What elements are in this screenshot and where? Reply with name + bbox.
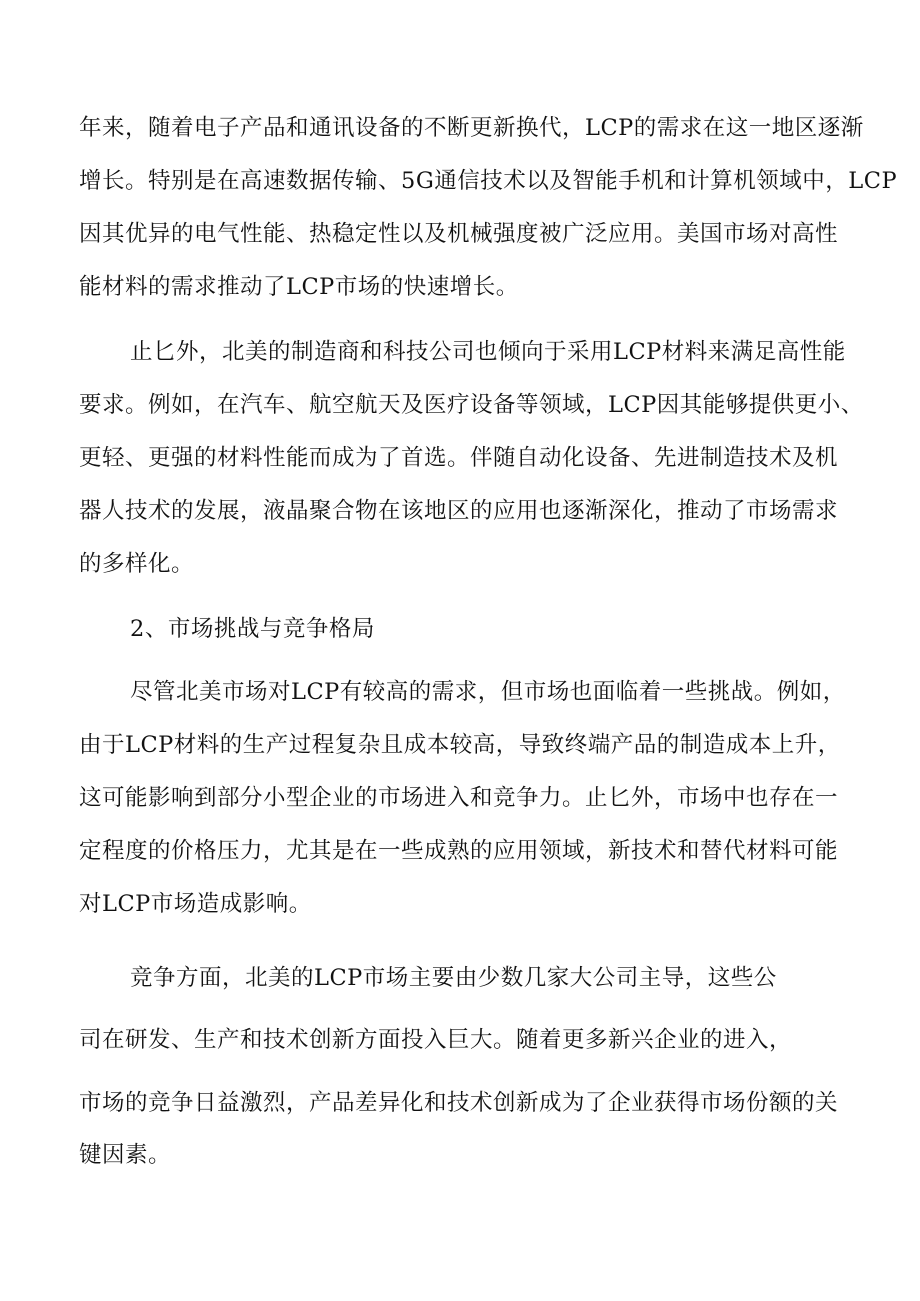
paragraph-1-line-4: 能材料的需求推动了LCP市场的快速增长。 bbox=[79, 274, 519, 300]
paragraph-4-line-3: 市场的竞争日益激烈，产品差异化和技术创新成为了企业获得市场份额的关 bbox=[79, 1090, 839, 1116]
paragraph-2-line-3: 更轻、更强的材料性能而成为了首选。伴随自动化设备、先进制造技术及机 bbox=[79, 445, 839, 471]
paragraph-2-line-2: 要求。例如，在汽车、航空航天及医疗设备等领域，LCP因其能够提供更小、 bbox=[79, 392, 864, 418]
paragraph-4-line-2: 司在研发、生产和技术创新方面投入巨大。随着更多新兴企业的进入， bbox=[79, 1027, 793, 1053]
paragraph-3-line-3: 这可能影响到部分小型企业的市场进入和竞争力。止匕外，市场中也存在一 bbox=[79, 785, 839, 811]
section-heading: 2、市场挑战与竞争格局 bbox=[130, 616, 375, 642]
paragraph-2-line-1: 止匕外，北美的制造商和科技公司也倾向于采用LCP材料来满足高性能 bbox=[130, 339, 846, 365]
paragraph-2-line-5: 的多样化。 bbox=[79, 551, 195, 577]
paragraph-4-line-1: 竞争方面，北美的LCP市场主要由少数几家大公司主导，这些公 bbox=[130, 965, 777, 991]
paragraph-2-line-4: 器人技术的发展，液晶聚合物在该地区的应用也逐渐深化，推动了市场需求 bbox=[79, 498, 839, 524]
paragraph-3-line-4: 定程度的价格压力，尤其是在一些成熟的应用领域，新技术和替代材料可能 bbox=[79, 838, 839, 864]
paragraph-4-line-4: 键因素。 bbox=[79, 1142, 172, 1168]
paragraph-1-line-3: 因其优异的电气性能、热稳定性以及机械强度被广泛应用。美国市场对高性 bbox=[79, 221, 839, 247]
paragraph-3-line-2: 由于LCP材料的生产过程复杂且成本较高，导致终端产品的制造成本上升， bbox=[79, 732, 841, 758]
paragraph-3-line-5: 对LCP市场造成影响。 bbox=[79, 891, 312, 917]
paragraph-1-line-2: 增长。特别是在高速数据传输、5G通信技术以及智能手机和计算机领域中，LCP bbox=[79, 168, 898, 194]
paragraph-3-line-1: 尽管北美市场对LCP有较高的需求，但市场也面临着一些挑战。例如， bbox=[130, 679, 846, 705]
paragraph-1-line-1: 年来，随着电子产品和通讯设备的不断更新换代，LCP的需求在这一地区逐渐 bbox=[79, 115, 864, 141]
